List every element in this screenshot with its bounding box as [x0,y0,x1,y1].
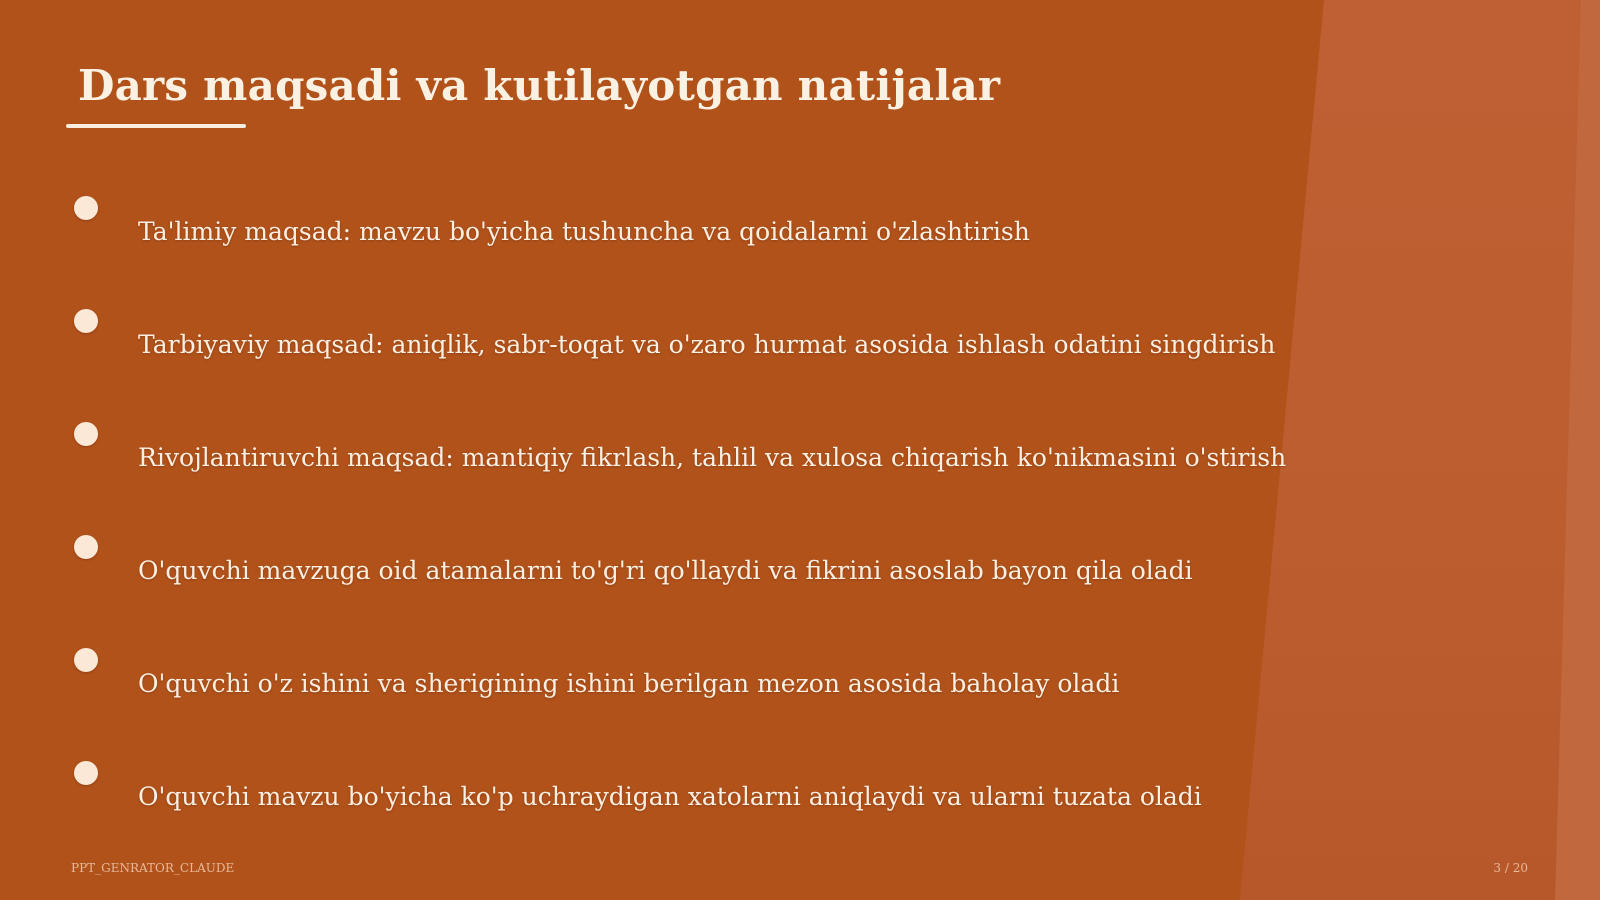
slide-title: Dars maqsadi va kutilayotgan natijalar [78,61,1001,110]
bullet-dot-icon [74,309,98,333]
bullet-dot-icon [74,761,98,785]
bullet-dot-icon [74,422,98,446]
bullet-item [0,648,1300,728]
bullet-item [0,309,1300,389]
bullet-item [0,761,1300,841]
bullet-item [0,196,1300,276]
bullet-item [0,422,1300,502]
footer-brand: PPT_GENRATOR_CLAUDE [71,861,235,875]
bullet-text: O'quvchi o'z ishini va sherigining ishini berilgan mezon asosida baholay oladi [138,669,1120,698]
bullet-dot-icon [74,535,98,559]
bullet-dot-icon [74,648,98,672]
bullet-text: O'quvchi mavzuga oid atamalarni to'g'ri qo'llaydi va fikrini asoslab bayon qila oladi [138,556,1193,585]
page-indicator: 3 / 20 [1493,861,1528,875]
bullet-dot-icon [74,196,98,220]
bullet-text: Rivojlantiruvchi maqsad: mantiqiy fikrlash, tahlil va xulosa chiqarish ko'nikmasini o'stirish [138,443,1287,472]
bullet-item [0,535,1300,615]
bullet-text: Tarbiyaviy maqsad: aniqlik, sabr-toqat va o'zaro hurmat asosida ishlash odatini singdirish [138,330,1276,359]
bullet-text: O'quvchi mavzu bo'yicha ko'p uchraydigan xatolarni aniqlaydi va ularni tuzata oladi [138,782,1202,811]
bullet-text: Ta'limiy maqsad: mavzu bo'yicha tushuncha va qoidalarni o'zlashtirish [138,217,1030,246]
